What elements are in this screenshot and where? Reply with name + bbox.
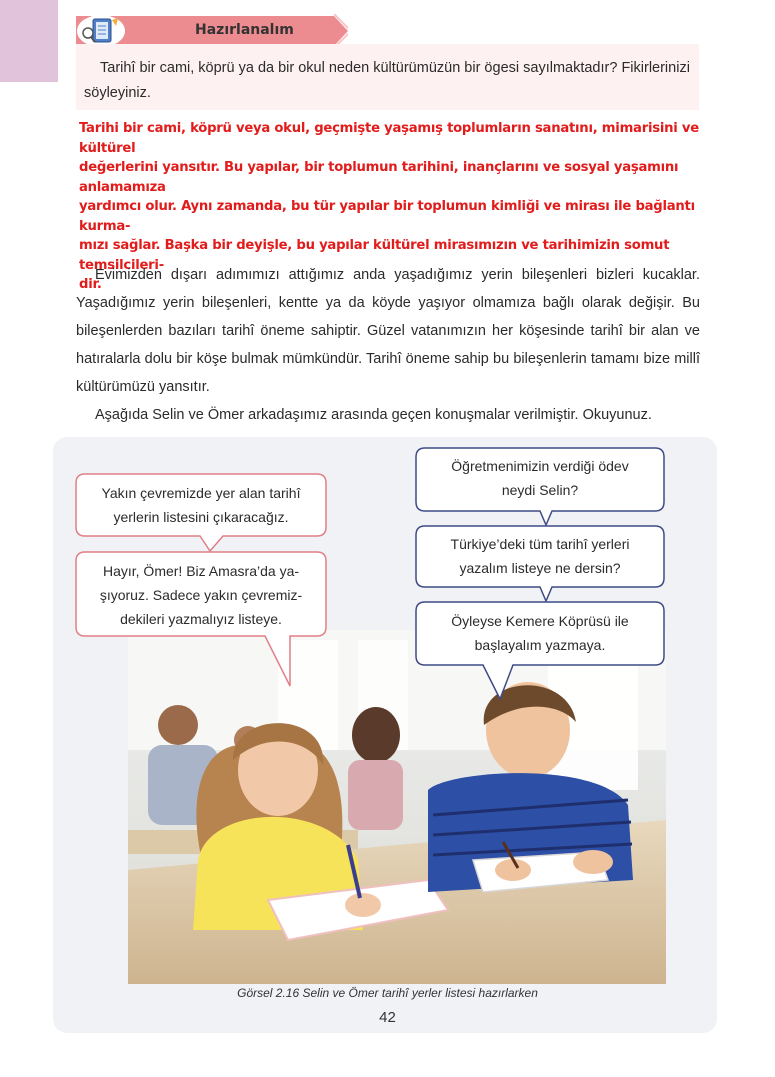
answer-line: Tarihi bir cami, köprü veya okul, geçmişte yaşamış toplumların sanatını, mimarisini ve kültürel [79,121,699,156]
chapter-corner-tab [0,0,58,82]
bubble-line: yazalım listeye ne dersin? [459,560,621,576]
prompt-question: Tarihî bir cami, köprü ya da bir okul neden kültürümüzün bir ögesi sayılmaktadır? Fikirlerinizi söyleyiniz. [84,60,690,101]
speech-bubble-selin-2 [75,551,327,637]
speech-bubble-omer-3 [415,601,665,667]
answer-line: yardımcı olur. Aynı zamanda, bu tür yapılar bir toplumun kimliği ve mirası ile bağlantı kurma- [79,199,695,234]
bubble-line: dekileri yazmalıyız listeye. [120,611,282,627]
section-header [76,14,348,48]
classroom-photo [128,630,666,984]
speech-bubble-omer-1 [415,447,665,513]
answer-line: mızı sağlar. Başka bir deyişle, bu yapılar kültürel mirasımızın ve tarihimizin somut temsilcileri- [79,238,670,273]
notebook-magnifier-icon [76,14,126,48]
body-paragraph: Evimizden dışarı adımımızı attığımız anda yaşadığımız yerin bileşenleri bizleri kucaklar. Yaşadığımız yerin bileşenleri, kentte ya da köyde yaşıyor olmamıza bağlı olarak değişir. Bu bileşenlerden bazıları tarihî öneme sahiptir. Güzel vatanımızın her köşesinde tarihî bir alan ve hatıralarla dolu bir köşe bulmak mümkündür. Tarihî öneme sahip bu bileşenlerin tamamı bize millî kültürümüzü yansıtır. [76,267,700,395]
bubble-line: Hayır, Ömer! Biz Amasra’da ya- [102,563,300,579]
bubble-line: şıyoruz. Sadece yakın çevremiz- [99,587,303,603]
speech-bubble-omer-2 [415,525,665,589]
speech-bubble-selin-1 [75,473,327,539]
section-title: Hazırlanalım [195,22,294,38]
answer-line: değerlerini yansıtır. Bu yapılar, bir toplumun tarihini, inançlarını ve sosyal yaşamını anlamamıza [79,160,679,195]
body-paragraph: Aşağıda Selin ve Ömer arkadaşımız arasında geçen konuşmalar verilmiştir. Okuyunuz. [95,407,652,423]
bubble-line: Yakın çevremizde yer alan tarihî [101,485,301,501]
bubble-line: başlayalım yazmaya. [474,637,606,653]
bubble-line: Öğretmenimizin verdiği ödev [451,458,629,474]
prompt-box [76,44,699,110]
bubble-line: yerlerin listesini çıkaracağız. [113,509,289,525]
classroom-illustration [128,630,666,984]
body-text [76,261,700,429]
answer-line: dir. [79,277,102,292]
figure-caption: Görsel 2.16 Selin ve Ömer tarihî yerler listesi hazırlarken [237,986,538,1000]
page-number: 42 [379,1009,396,1026]
bubble-line: Öyleyse Kemere Köprüsü ile [451,613,629,629]
bubble-line: neydi Selin? [501,482,579,498]
bubble-line: Türkiye’deki tüm tarihî yerleri [450,536,630,552]
